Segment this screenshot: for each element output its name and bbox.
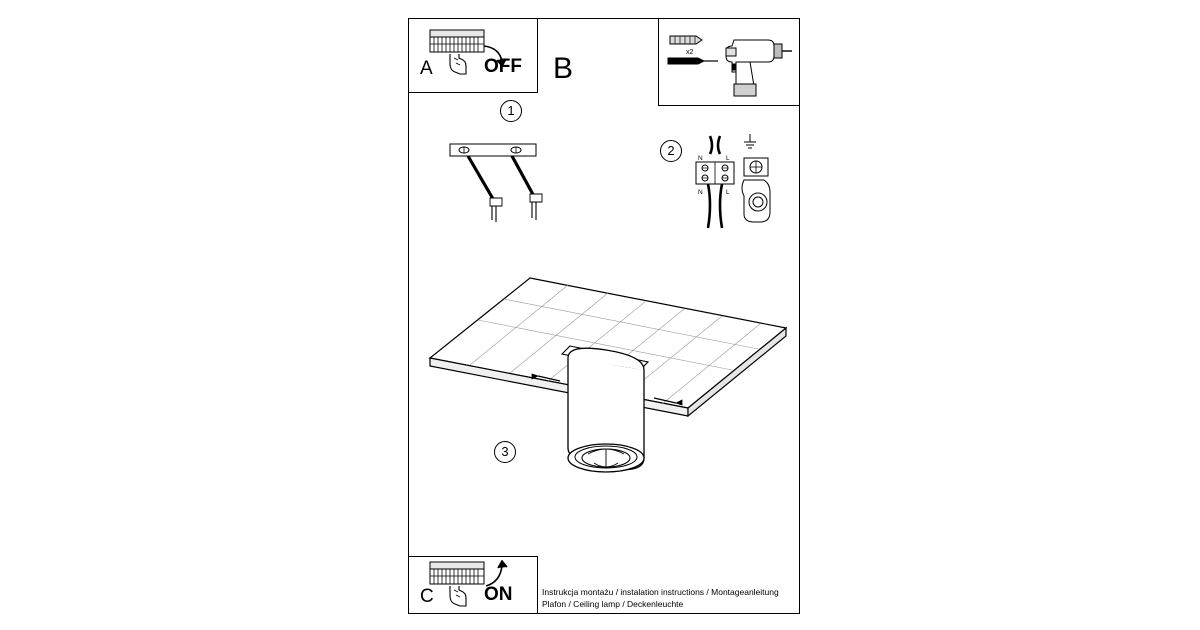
panel-a-off-label: OFF: [484, 56, 522, 77]
ceiling-lamp-mounted-figure: [418, 258, 798, 508]
terminal-label-l-top: L: [726, 155, 730, 162]
terminal-label-l-bottom: L: [726, 189, 730, 196]
step-2-number: 2: [660, 140, 682, 162]
panel-a-label: A: [420, 58, 433, 79]
panel-c-label: C: [420, 586, 434, 607]
step-1-number: 1: [500, 100, 522, 122]
drill-and-wall-plug-icon: [664, 24, 796, 104]
panel-c-on-label: ON: [484, 584, 513, 605]
terminal-label-n-bottom: N: [698, 189, 703, 196]
panel-b-label: B: [553, 52, 574, 85]
terminal-label-n-top: N: [698, 155, 703, 162]
caption-line-1: Instrukcja montażu / instalation instructions / Montageanleitung: [542, 587, 779, 597]
step-3-number: 3: [494, 441, 516, 463]
panel-b-quantity: x2: [686, 49, 694, 56]
terminal-block-wiring-figure: [690, 132, 794, 248]
caption-line-2: Plafon / Ceiling lamp / Deckenleuchte: [542, 599, 684, 609]
mounting-plate-with-wires-figure: [440, 138, 570, 248]
caption-block: [542, 586, 779, 610]
fuse-switch-on-icon: [424, 560, 532, 612]
